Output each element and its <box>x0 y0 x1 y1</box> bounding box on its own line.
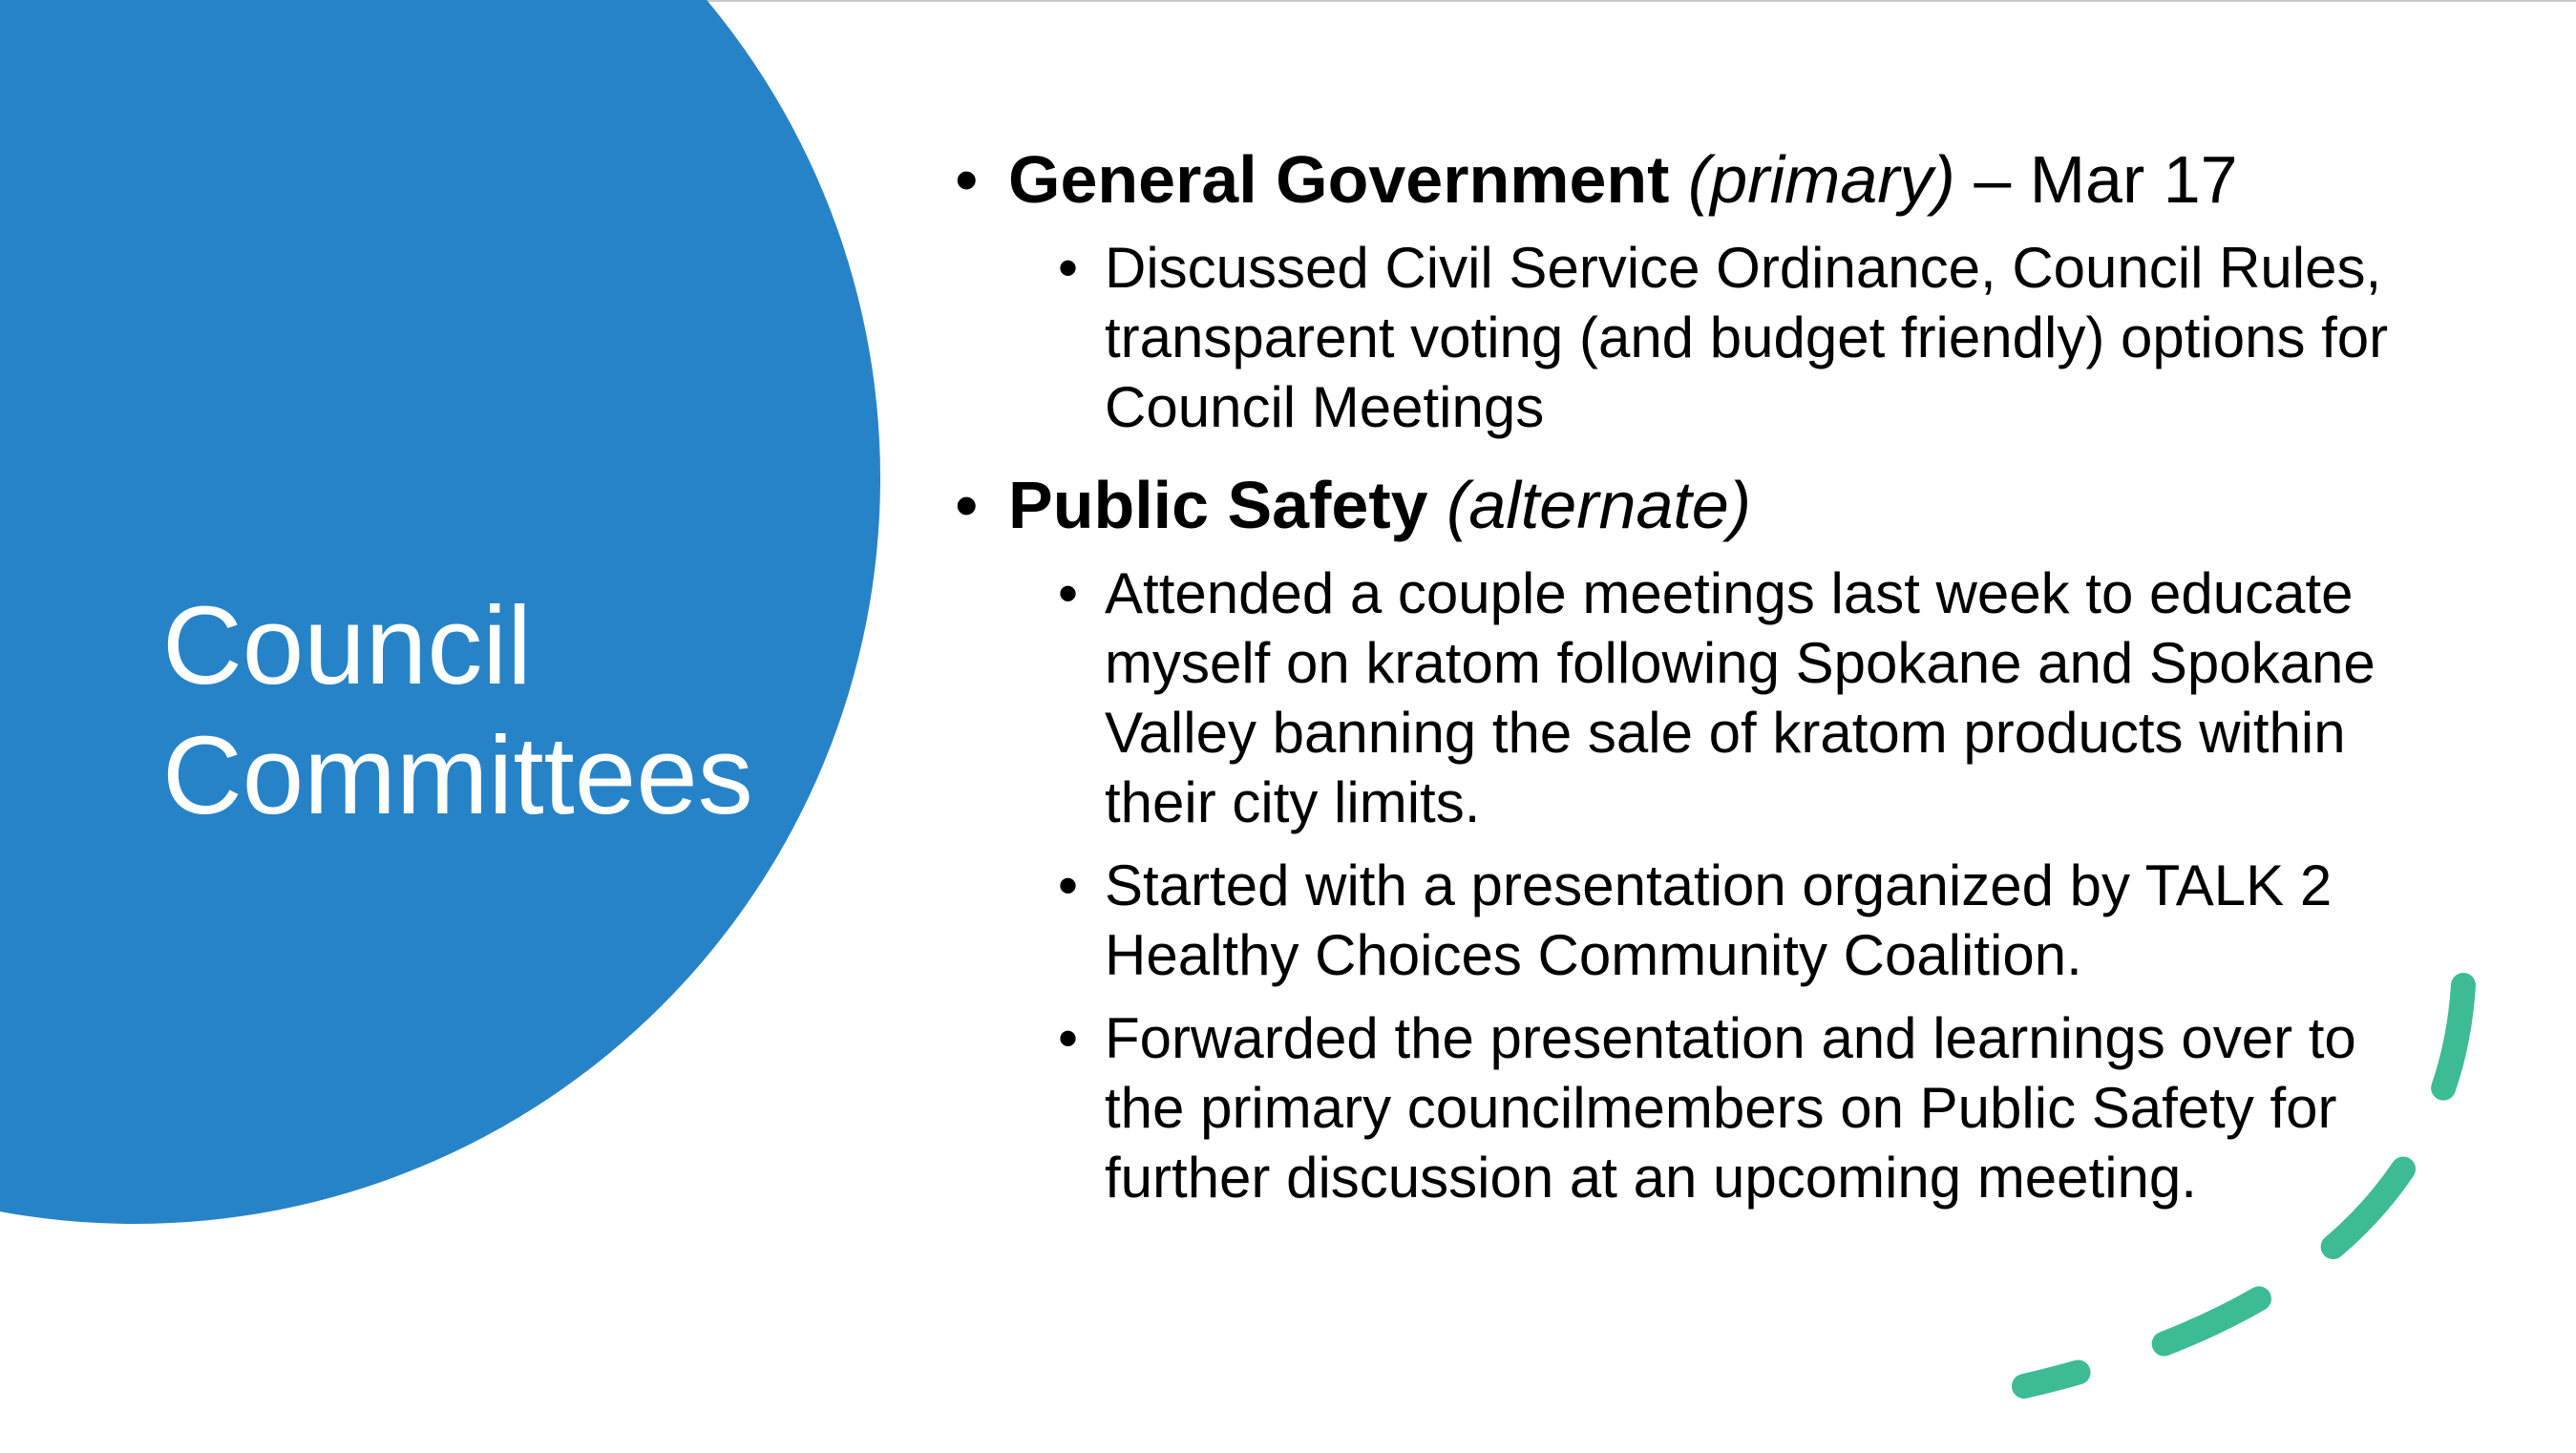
note-item <box>955 558 2444 837</box>
committee-public-safety <box>955 459 2444 1212</box>
committee-role: (alternate) <box>1446 468 1752 542</box>
bullet: • <box>955 468 979 542</box>
slide-title <box>162 580 753 840</box>
committee-name: General Government <box>1008 142 1670 217</box>
note-text: Attended a couple meetings last week to educate myself on kratom following Spokane and Spokane Valley banning the sale of kratom products within their city limits. <box>1105 561 2375 834</box>
committee-heading <box>955 134 2444 225</box>
note-item <box>955 233 2444 442</box>
bullet: • <box>955 142 979 217</box>
note-item <box>955 851 2444 990</box>
committee-role: (primary) <box>1687 142 1955 217</box>
note-text: Forwarded the presentation and learnings over to the primary councilmembers on Public Safety for further discussion at an upcoming meeting. <box>1105 1006 2356 1210</box>
bullet: • <box>1058 236 1079 300</box>
note-item <box>955 1003 2444 1212</box>
slide-title-line-2: Committees <box>162 713 753 837</box>
note-text: Discussed Civil Service Ordinance, Council Rules, transparent voting (and budget friendly) options for Council Meetings <box>1105 236 2389 439</box>
committee-general-government <box>955 134 2444 442</box>
committee-date: – Mar 17 <box>1954 142 2238 217</box>
slide-title-line-1: Council <box>162 583 532 707</box>
committee-list <box>955 134 2444 1230</box>
committee-notes <box>955 233 2444 442</box>
note-text: Started with a presentation organized by TALK 2 Healthy Choices Community Coalition. <box>1105 853 2333 987</box>
committee-notes <box>955 558 2444 1212</box>
bullet: • <box>1058 561 1079 625</box>
committee-heading <box>955 459 2444 551</box>
bullet: • <box>1058 853 1079 917</box>
bullet: • <box>1058 1006 1079 1070</box>
committee-name: Public Safety <box>1008 468 1428 542</box>
